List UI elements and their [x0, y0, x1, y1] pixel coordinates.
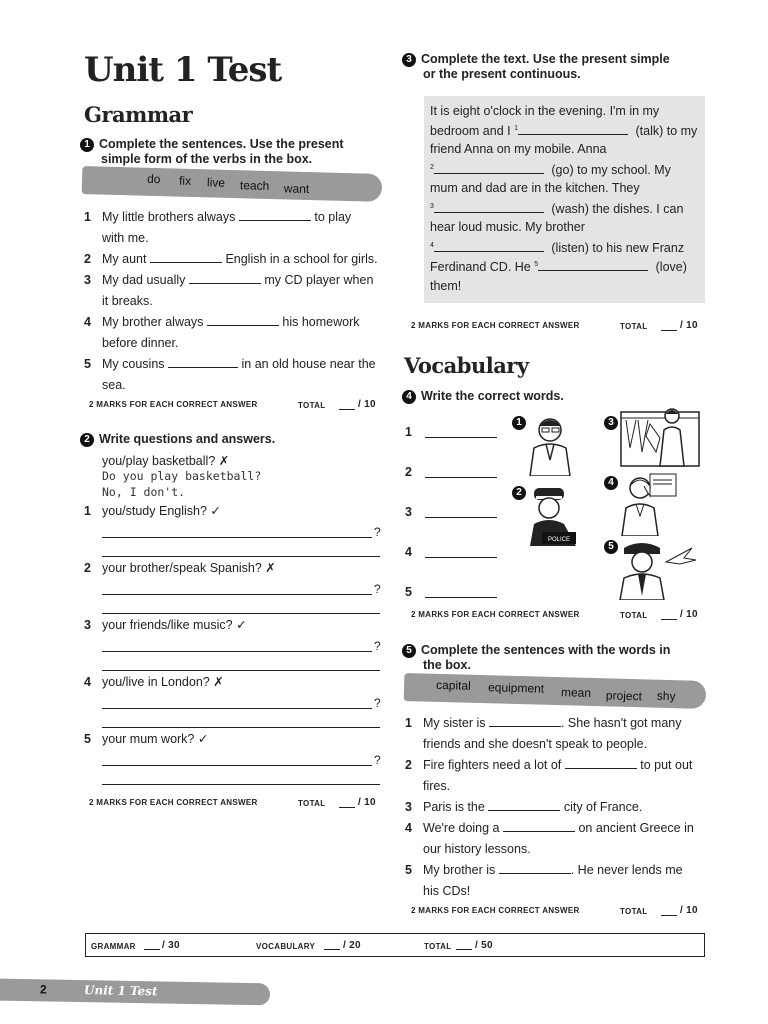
answer-blank[interactable]: [538, 259, 648, 271]
exercise-5-instruction: 5 Complete the sentences with the words in the box.: [402, 643, 712, 673]
total-score: / 10: [680, 320, 698, 331]
question-prompt: 5 your mum work? ✓: [84, 732, 209, 746]
exercise-number-badge: 5: [402, 644, 416, 658]
answer-blank[interactable]: [189, 272, 261, 284]
example-answer: No, I don't.: [102, 485, 186, 499]
gap-fill-text-box: [424, 96, 705, 303]
answer-line[interactable]: [102, 727, 380, 728]
total-label: TOTAL: [620, 322, 648, 331]
word-box-item: want: [283, 181, 310, 197]
question-prompt: 2 your brother/speak Spanish? ✗: [84, 561, 276, 575]
score-blank[interactable]: [456, 949, 472, 950]
question-prompt: 1 you/study English? ✓: [84, 504, 221, 518]
answer-line[interactable]: [102, 556, 380, 557]
list-item: 2 My aunt English in a school for girls.: [84, 252, 378, 266]
picture-number: 5: [604, 540, 618, 554]
answer-line[interactable]: [102, 537, 372, 538]
exercise-3-instruction: 3 Complete the text. Use the present simple or the present continuous.: [402, 52, 712, 82]
list-item: 4 We're doing a on ancient Greece in our history lessons.: [405, 821, 694, 856]
answer-blank[interactable]: [518, 123, 628, 135]
exercise-number-badge: 4: [402, 390, 416, 404]
exercise-number-badge: 2: [80, 433, 94, 447]
answer-line[interactable]: [425, 557, 497, 558]
exercise-1-items: [84, 207, 389, 396]
police-label: POLICE: [547, 537, 571, 543]
answer-line[interactable]: [102, 784, 380, 785]
exercise-4-instruction: 4 Write the correct words.: [402, 389, 564, 404]
page-title: Unit 1 Test: [84, 50, 282, 90]
answer-line[interactable]: [102, 670, 380, 671]
grand-total-label: TOTAL: [424, 942, 452, 951]
answer-blank[interactable]: [488, 799, 560, 811]
picture-number: 2: [512, 486, 526, 500]
exercise-2-instruction: 2 Write questions and answers.: [80, 432, 275, 447]
page-tab: [0, 979, 270, 1006]
text-line: them!: [430, 279, 462, 293]
question-mark: ?: [374, 639, 381, 653]
score-blank[interactable]: [324, 949, 340, 950]
answer-blank[interactable]: [150, 251, 222, 263]
item-number: 2: [405, 465, 412, 479]
exercise-number-badge: 1: [80, 138, 94, 152]
item-number: 1: [405, 425, 412, 439]
text-line: $^3$ (wash) the dishes. I can: [430, 202, 684, 216]
list-item: 5 My brother is . He never lends me his CDs!: [405, 863, 683, 898]
question-prompt: 4 you/live in London? ✗: [84, 675, 224, 689]
total-score: / 10: [680, 609, 698, 620]
total-label: TOTAL: [298, 401, 326, 410]
answer-blank[interactable]: [565, 757, 637, 769]
pilot-picture-icon: [618, 538, 698, 600]
answer-blank[interactable]: [207, 314, 279, 326]
word-box-item: project: [605, 688, 643, 704]
grammar-total-score: / 30: [162, 940, 180, 951]
list-item: 1 My sister is . She hasn't got many friends and she doesn't speak to people.: [405, 716, 682, 751]
word-box: [82, 166, 383, 202]
text-line: friend Anna on my mobile. Anna: [430, 142, 607, 156]
list-item: 4 My brother always his homework before dinner.: [84, 315, 360, 350]
total-label: TOTAL: [298, 799, 326, 808]
score-blank[interactable]: [661, 619, 677, 620]
word-box-item: live: [206, 175, 226, 190]
picture-number: 1: [512, 416, 526, 430]
example-prompt: you/play basketball? ✗: [102, 454, 230, 468]
marks-note: 2 MARKS FOR EACH CORRECT ANSWER: [89, 798, 258, 807]
text-line: It is eight o'clock in the evening. I'm in my: [430, 104, 660, 118]
word-box-item: teach: [239, 178, 270, 193]
vocabulary-heading: Vocabulary: [404, 353, 529, 378]
answer-blank[interactable]: [503, 820, 575, 832]
nurse-picture-icon: [620, 472, 680, 536]
list-item: 3 My dad usually my CD player when it breaks.: [84, 273, 374, 308]
answer-line[interactable]: [102, 613, 380, 614]
word-box-item: fix: [178, 173, 192, 188]
answer-blank[interactable]: [434, 162, 544, 174]
exercise-number-badge: 3: [402, 53, 416, 67]
question-mark: ?: [374, 582, 381, 596]
text-line: bedroom and I $^1$ (talk) to my: [430, 124, 698, 138]
exercise-1-instruction: 1 Complete the sentences. Use the present simple form of the verbs in the box.: [80, 137, 380, 167]
example-question: Do you play basketball?: [102, 469, 262, 483]
score-blank[interactable]: [339, 409, 355, 410]
total-score: / 10: [358, 797, 376, 808]
item-number: 5: [405, 585, 412, 599]
police-officer-picture-icon: [526, 484, 580, 548]
total-score: / 10: [680, 905, 698, 916]
text-line: $^2$ (go) to my school. My: [430, 163, 671, 177]
score-blank[interactable]: [339, 807, 355, 808]
list-item: 5 My cousins in an old house near the sea.: [84, 357, 376, 392]
shopping-clothes-picture-icon: [620, 408, 700, 468]
marks-note: 2 MARKS FOR EACH CORRECT ANSWER: [411, 906, 580, 915]
total-label: TOTAL: [620, 907, 648, 916]
total-score: / 10: [358, 399, 376, 410]
score-blank[interactable]: [661, 330, 677, 331]
question-mark: ?: [374, 696, 381, 710]
question-mark: ?: [374, 753, 381, 767]
text-line: mum and dad are in the kitchen. They: [430, 181, 640, 195]
question-prompt: 3 your friends/like music? ✓: [84, 618, 247, 632]
answer-line[interactable]: [102, 765, 372, 766]
answer-line[interactable]: [425, 437, 497, 438]
text-line: Ferdinand CD. He $^5$ (love): [430, 260, 687, 274]
page-tab-label: Unit 1 Test: [84, 983, 158, 999]
answer-blank[interactable]: [434, 201, 544, 213]
marks-note: 2 MARKS FOR EACH CORRECT ANSWER: [411, 321, 580, 330]
doctor-picture-icon: [522, 412, 578, 476]
answer-blank[interactable]: [489, 715, 561, 727]
list-item: 3 Paris is the city of France.: [405, 800, 643, 814]
answer-line[interactable]: [425, 597, 497, 598]
answer-line[interactable]: [102, 594, 372, 595]
grammar-total-label: GRAMMAR: [91, 942, 136, 951]
grand-total-score: / 50: [475, 940, 493, 951]
answer-blank[interactable]: [168, 356, 238, 368]
list-item: 2 Fire fighters need a lot of to put out fires.: [405, 758, 693, 793]
vocabulary-total-label: VOCABULARY: [256, 942, 316, 951]
item-number: 3: [405, 505, 412, 519]
list-item: 1 My little brothers always to play with me.: [84, 210, 352, 245]
score-blank[interactable]: [144, 949, 160, 950]
answer-line[interactable]: [425, 477, 497, 478]
picture-number: 3: [604, 416, 618, 430]
total-label: TOTAL: [620, 611, 648, 620]
answer-blank[interactable]: [239, 209, 311, 221]
answer-blank[interactable]: [434, 240, 544, 252]
word-box-item: equipment: [487, 680, 545, 696]
vocabulary-total-score: / 20: [343, 940, 361, 951]
marks-note: 2 MARKS FOR EACH CORRECT ANSWER: [89, 400, 258, 409]
question-mark: ?: [374, 525, 381, 539]
score-summary-bar: [85, 933, 705, 957]
text-line: $^4$ (listen) to his new Franz: [430, 241, 685, 255]
answer-blank[interactable]: [499, 862, 571, 874]
answer-line[interactable]: [102, 651, 372, 652]
word-box-item: mean: [560, 685, 592, 700]
word-box: [404, 673, 707, 709]
exercise-5-items: [405, 713, 710, 902]
item-number: 4: [405, 545, 412, 559]
answer-line[interactable]: [102, 708, 372, 709]
grammar-heading: Grammar: [84, 102, 193, 127]
text-line: hear loud music. My brother: [430, 220, 585, 234]
marks-note: 2 MARKS FOR EACH CORRECT ANSWER: [411, 610, 580, 619]
page-number: 2: [40, 982, 47, 997]
picture-number: 4: [604, 476, 618, 490]
word-box-item: shy: [656, 688, 676, 704]
answer-line[interactable]: [425, 517, 497, 518]
score-blank[interactable]: [661, 915, 677, 916]
word-box-item: capital: [435, 677, 471, 693]
word-box-item: do: [146, 171, 161, 187]
